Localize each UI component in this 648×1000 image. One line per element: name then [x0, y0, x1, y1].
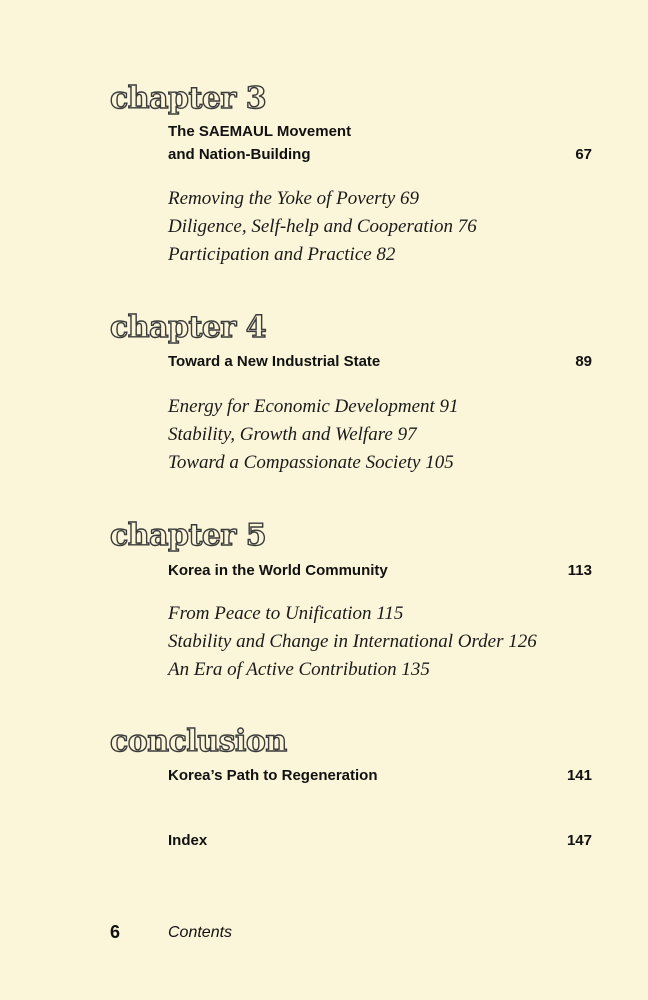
chapter-5-title: Korea in the World Community: [168, 562, 388, 579]
chapter-3-title-line-2: and Nation-Building: [168, 146, 311, 163]
chapter-3-entry-2: Diligence, Self-help and Cooperation 76: [168, 216, 477, 237]
chapter-3-title-line-1: The SAEMAUL Movement: [168, 123, 352, 140]
chapter-5-heading: chapter 5: [110, 518, 267, 553]
footer-page-number: 6: [110, 922, 121, 942]
conclusion-heading: conclusion: [110, 724, 287, 759]
chapter-5-entry-3: An Era of Active Contribution 135: [168, 659, 430, 680]
chapter-4-entry-3: Toward a Compassionate Society 105: [168, 452, 454, 473]
index-label: Index: [168, 832, 208, 849]
chapter-4-heading: chapter 4: [110, 310, 267, 345]
conclusion-title: Korea’s Path to Regeneration: [168, 767, 378, 784]
chapter-3-entry-3: Participation and Practice 82: [168, 244, 396, 265]
chapter-5-page-number: 113: [567, 562, 592, 579]
chapter-5-entry-1: From Peace to Unification 115: [168, 603, 404, 624]
chapter-4-entry-2: Stability, Growth and Welfare 97: [168, 424, 417, 445]
chapter-4-page-number: 89: [575, 353, 592, 370]
chapter-3-entry-1: Removing the Yoke of Poverty 69: [168, 188, 419, 209]
footer-label: Contents: [168, 924, 233, 941]
conclusion-page-number: 141: [566, 767, 592, 784]
chapter-4-entry-1: Energy for Economic Development 91: [168, 396, 459, 417]
chapter-4-title: Toward a New Industrial State: [168, 353, 381, 370]
chapter-5-entry-2: Stability and Change in International Order 126: [168, 631, 537, 652]
index-page-number: 147: [566, 832, 592, 849]
chapter-3-heading: chapter 3: [110, 81, 267, 116]
chapter-3-page-number: 67: [575, 146, 592, 163]
